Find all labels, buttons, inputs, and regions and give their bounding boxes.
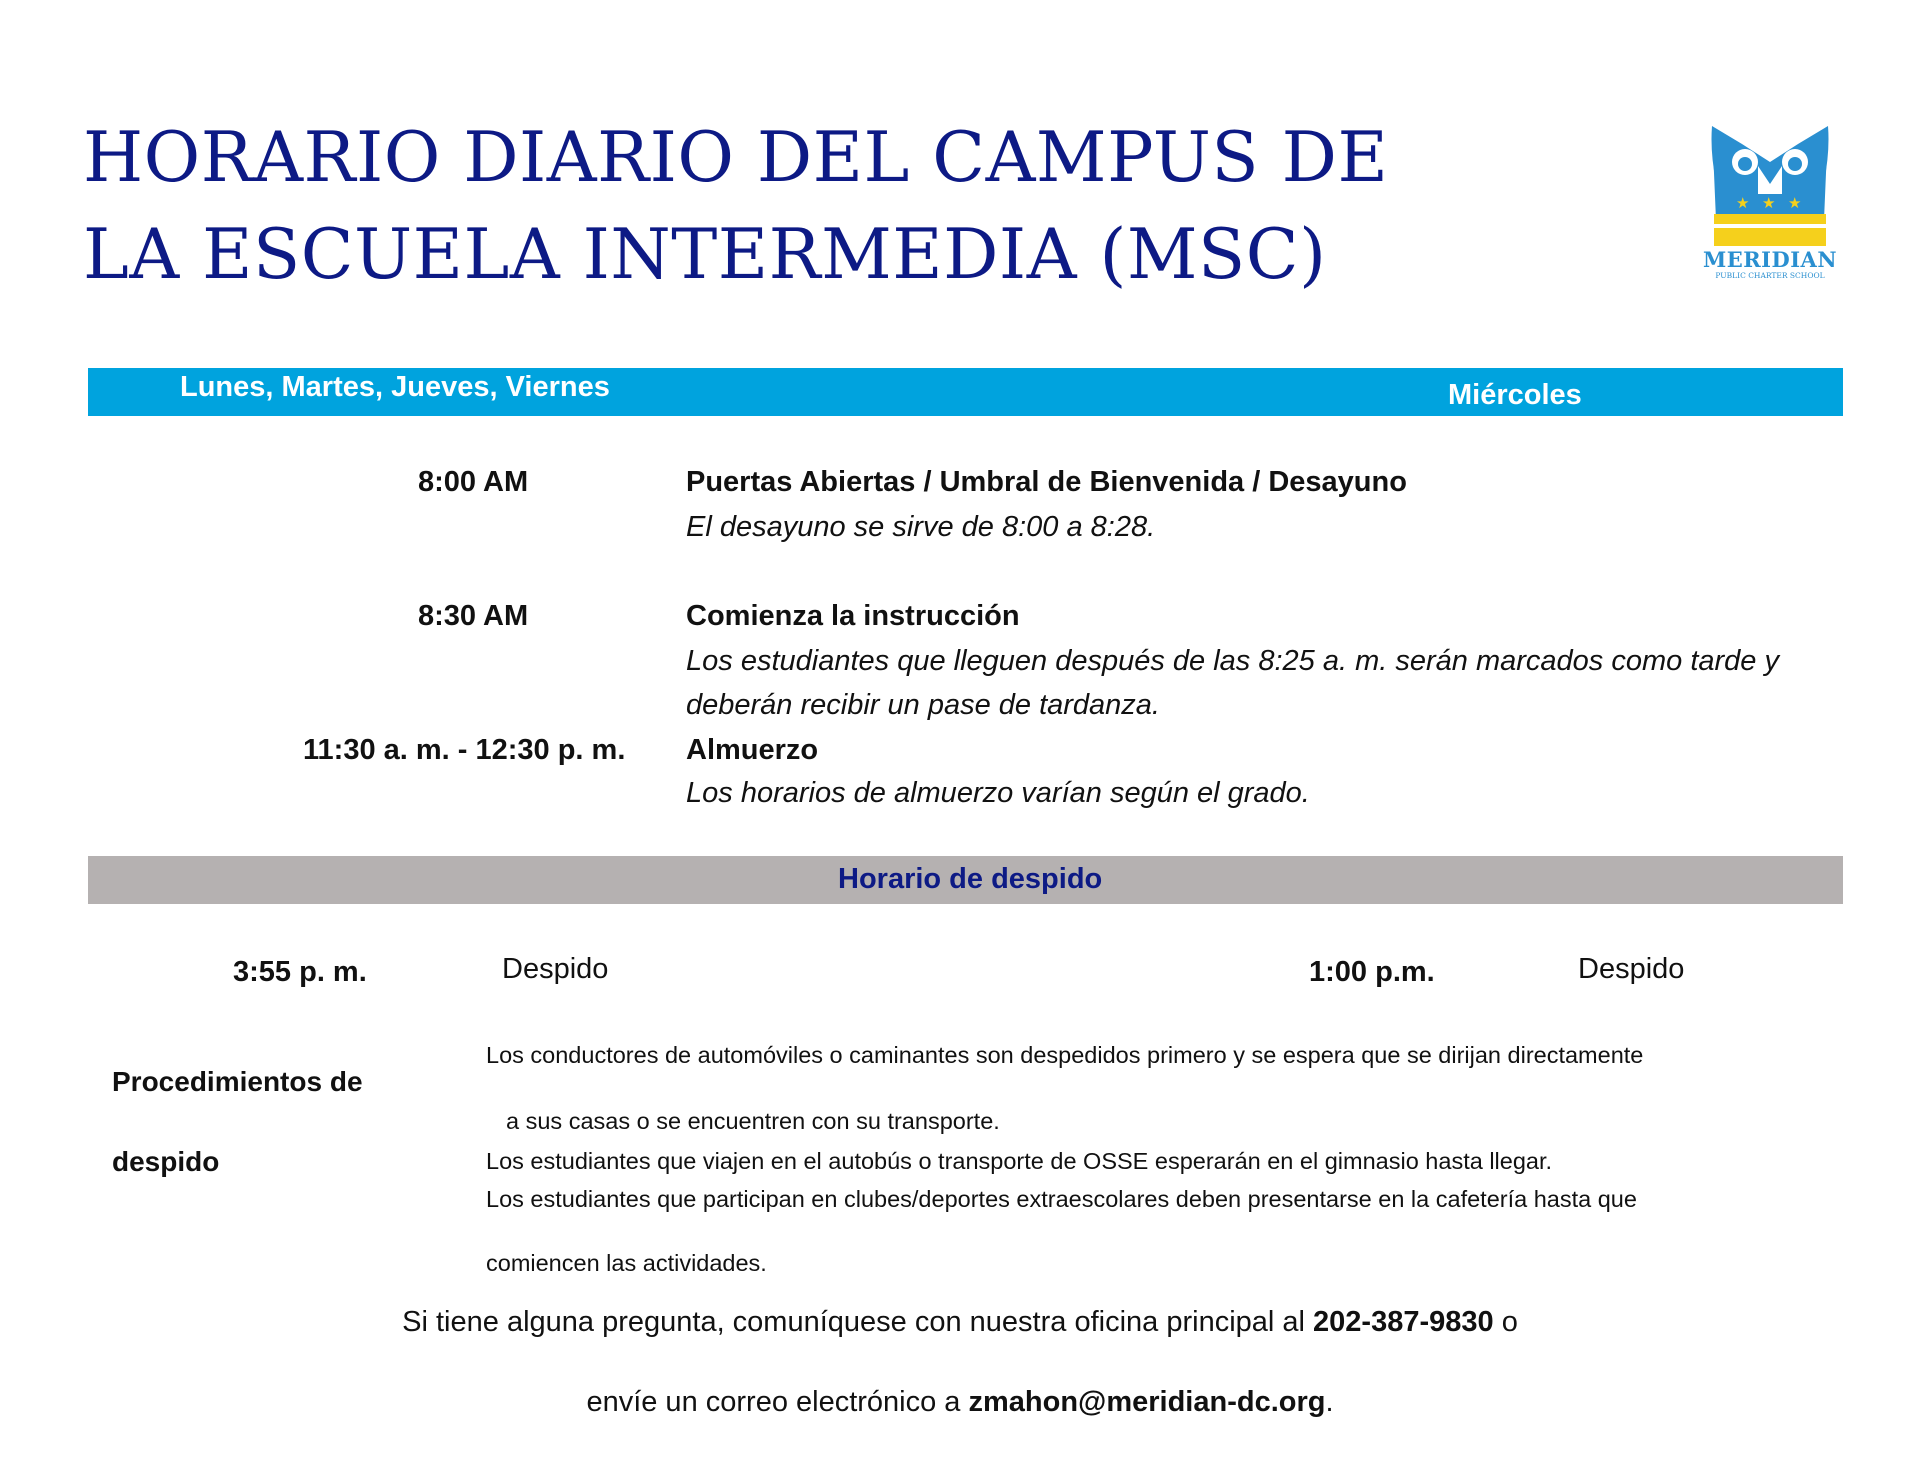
dismissal-bar-label: Horario de despido bbox=[838, 863, 1103, 895]
svg-text:★: ★ bbox=[1762, 194, 1776, 212]
schedule-title: Comienza la instrucción bbox=[686, 600, 1020, 632]
email-address: zmahon@meridian-dc.org bbox=[968, 1386, 1326, 1418]
contact-line-2 bbox=[0, 1386, 1920, 1419]
days-right-label: Miércoles bbox=[1448, 379, 1582, 411]
days-left-label: Lunes, Martes, Jueves, Viernes bbox=[180, 371, 610, 403]
schedule-note: Los estudiantes que lleguen después de las 8:25 a. m. serán marcados como tarde y deberán recibir un pase de tardanza. bbox=[686, 645, 1779, 721]
schedule-title: Almuerzo bbox=[686, 734, 819, 766]
svg-text:★: ★ bbox=[1788, 194, 1802, 212]
meridian-logo bbox=[1700, 122, 1840, 282]
svg-text:★: ★ bbox=[1736, 194, 1750, 212]
logo-subtitle: PUBLIC CHARTER SCHOOL bbox=[1715, 271, 1825, 280]
owl-icon bbox=[1700, 122, 1840, 250]
dismissal-time-regular: 3:55 p. m. bbox=[233, 956, 367, 988]
schedule-note: Los horarios de almuerzo varían según el grado. bbox=[686, 777, 1310, 809]
schedule-note: El desayuno se sirve de 8:00 a 8:28. bbox=[686, 511, 1156, 543]
schedule-title: Puertas Abiertas / Umbral de Bienvenida / Desayuno bbox=[686, 466, 1407, 498]
contact-text: o bbox=[1501, 1306, 1518, 1338]
contact-line-1 bbox=[0, 1306, 1920, 1339]
procedure-line: comiencen las actividades. bbox=[486, 1250, 767, 1276]
procedure-line: a sus casas o se encuentren con su transporte. bbox=[506, 1108, 1000, 1134]
dismissal-time-wednesday: 1:00 p.m. bbox=[1309, 956, 1435, 988]
contact-text: . bbox=[1325, 1386, 1334, 1418]
contact-text: envíe un correo electrónico a bbox=[586, 1386, 961, 1418]
schedule-time: 8:30 AM bbox=[418, 600, 529, 632]
days-bar bbox=[88, 368, 1843, 416]
dismissal-bar bbox=[88, 856, 1843, 904]
procedure-line: Los conductores de automóviles o caminantes son despedidos primero y se espera que se dirijan directamente bbox=[486, 1042, 1644, 1068]
document-title bbox=[83, 110, 1388, 304]
dismissal-label-wednesday: Despido bbox=[1578, 953, 1685, 985]
schedule-time: 8:00 AM bbox=[418, 466, 529, 498]
title-line-1: HORARIO DIARIO DEL CAMPUS DE bbox=[83, 118, 1389, 198]
procedure-line: Los estudiantes que viajen en el autobús o transporte de OSSE esperarán en el gimnasio hasta llegar. bbox=[486, 1148, 1553, 1174]
phone-number: 202-387-9830 bbox=[1313, 1306, 1494, 1338]
dismissal-label-regular: Despido bbox=[502, 953, 609, 985]
title-line-2: LA ESCUELA INTERMEDIA (MSC) bbox=[83, 215, 1327, 295]
schedule-time: 11:30 a. m. - 12:30 p. m. bbox=[303, 734, 626, 766]
logo-name: MERIDIAN bbox=[1702, 247, 1838, 272]
procedures-title: Procedimientos de despido bbox=[112, 1066, 363, 1177]
procedure-line: Los estudiantes que participan en clubes/deportes extraescolares deben presentarse en la cafetería hasta que bbox=[486, 1186, 1637, 1212]
contact-text: Si tiene alguna pregunta, comuníquese con nuestra oficina principal al bbox=[402, 1306, 1305, 1338]
